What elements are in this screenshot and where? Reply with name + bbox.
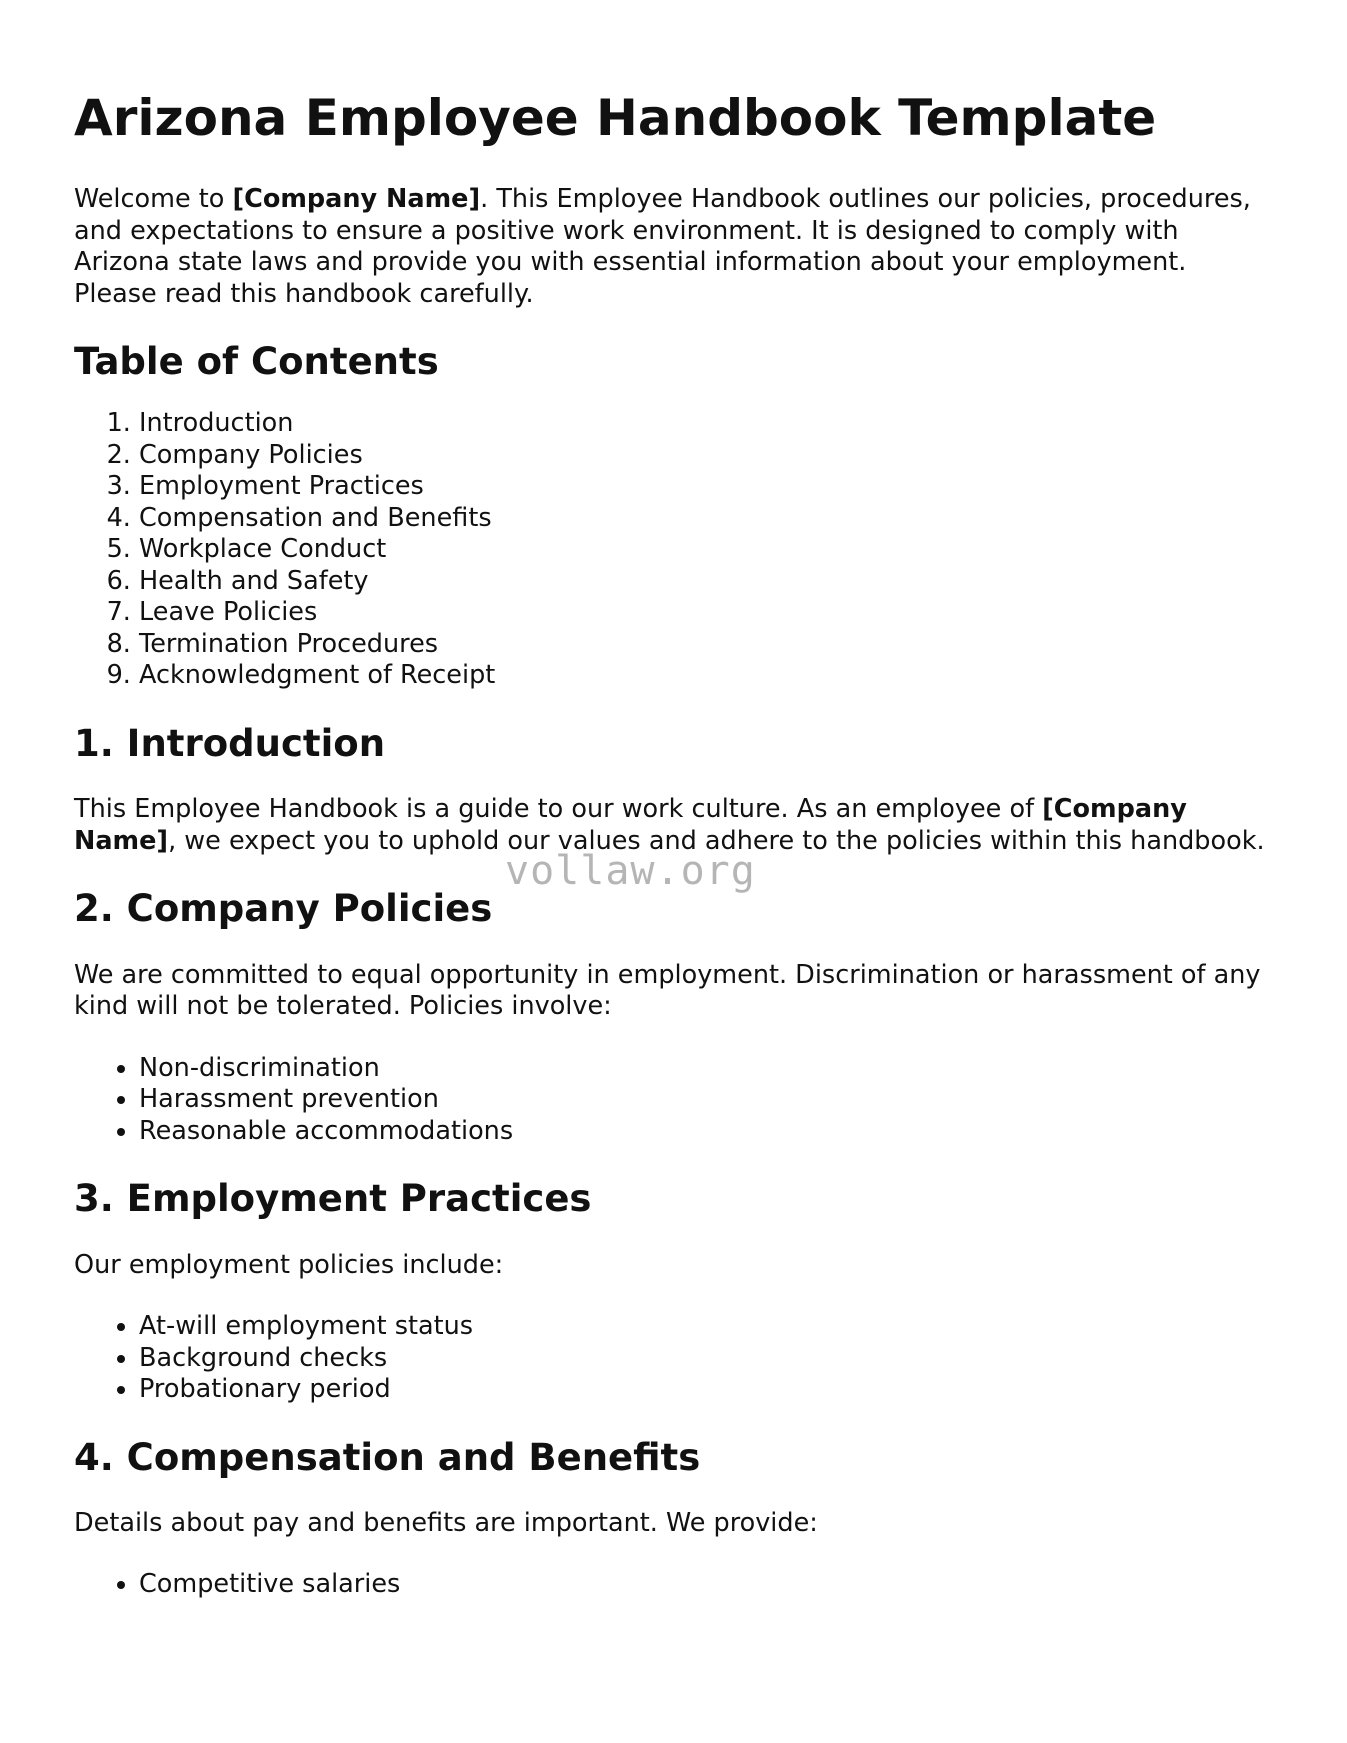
watermark: vollaw.org <box>505 848 756 894</box>
welcome-text-start: Welcome to <box>74 184 233 214</box>
company-policies-heading: 2. Company Policies <box>74 887 493 931</box>
document-title: Arizona Employee Handbook Template <box>74 89 1157 147</box>
introduction-paragraph <box>74 794 1274 857</box>
toc-list <box>74 408 1274 692</box>
toc-item: 5. Workplace Conduct <box>139 534 1274 566</box>
company-policies-paragraph: We are committed to equal opportunity in employment. Discrimination or harassment of any kind will not be tolerated. Policies involve: <box>74 959 1261 1022</box>
list-item: • Background checks <box>139 1343 1274 1375</box>
compensation-heading: 4. Compensation and Benefits <box>74 1435 701 1479</box>
toc-heading: Table of Contents <box>74 340 439 383</box>
compensation-list <box>74 1569 1274 1601</box>
list-item: • Competitive salaries <box>139 1569 1274 1601</box>
toc-item: 7. Leave Policies <box>139 597 1274 629</box>
introduction-text-end: , we expect you to uphold our values and adhere to the policies within this handbook. <box>168 825 1265 856</box>
employment-practices-paragraph: Our employment policies include: <box>74 1249 504 1280</box>
employment-practices-heading: 3. Employment Practices <box>74 1177 592 1221</box>
company-name-placeholder: [Company Name] <box>232 184 481 214</box>
list-item: • At-will employment status <box>139 1311 1274 1343</box>
introduction-heading: 1. Introduction <box>74 721 386 765</box>
compensation-paragraph: Details about pay and benefits are important. We provide: <box>74 1507 818 1538</box>
employment-practices-list <box>74 1311 1274 1406</box>
list-item: • Reasonable accommodations <box>139 1116 1274 1148</box>
toc-item: 9. Acknowledgment of Receipt <box>139 660 1274 692</box>
toc-item: 6. Health and Safety <box>139 566 1274 598</box>
welcome-text-end: . This Employee Handbook outlines our policies, procedures, and expectations to ensure a positive work environment. It is designed to comply with Arizona state laws and provide you with essential information about your employment. Please read this handbook carefully. <box>74 184 1251 309</box>
document-page <box>74 88 1274 1631</box>
toc-item: 1. Introduction <box>139 408 1274 440</box>
company-name-placeholder: [Company Name] <box>74 794 1187 856</box>
list-item: • Harassment prevention <box>139 1084 1274 1116</box>
welcome-paragraph <box>74 184 1274 310</box>
toc-item: 3. Employment Practices <box>139 471 1274 503</box>
introduction-text-start: This Employee Handbook is a guide to our work culture. As an employee of <box>74 794 1043 825</box>
list-item: • Probationary period <box>139 1374 1274 1406</box>
company-policies-list <box>74 1053 1274 1148</box>
toc-item: 8. Termination Procedures <box>139 629 1274 661</box>
list-item: • Non-discrimination <box>139 1053 1274 1085</box>
toc-item: 2. Company Policies <box>139 440 1274 472</box>
toc-item: 4. Compensation and Benefits <box>139 503 1274 535</box>
